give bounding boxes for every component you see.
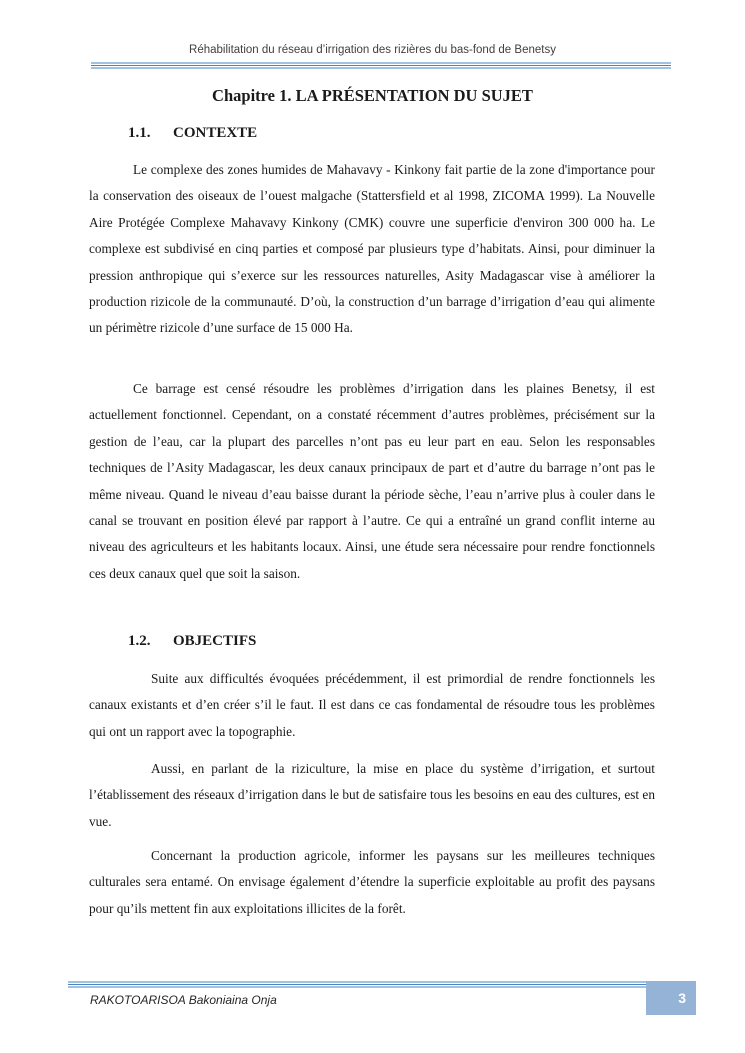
paragraph: Le complexe des zones humides de Mahavavy - Kinkony fait partie de la zone d'importance pour la conservation des oiseaux de l’ouest malgache (Stattersfield et al 1998, ZICOMA 1999). La Nouvelle Aire Protégée Complexe Mahavavy Kinkony (CMK) couvre une superficie d'environ 300 000 ha. Le complexe est subdivisé en cinq parties et composé par plusieurs type d’habitats. Ainsi, pour diminuer la pression anthropique qui s’exerce sur les ressources naturelles, Asity Madagascar vise à améliorer la production rizicole de la communauté. D’où, la construction d’un barrage d’irrigation d’eau qui alimente un périmètre rizicole d’une surface de 15 000 Ha. xyxy=(89,162,655,336)
section-number: 1.1. xyxy=(128,125,151,141)
footer-rule-bottom xyxy=(68,986,648,988)
header-rule-center xyxy=(91,65,671,66)
footer-rule xyxy=(68,981,648,983)
page-number-badge: 3 xyxy=(646,981,696,1015)
header-rule xyxy=(91,62,671,64)
header-rule-bottom xyxy=(91,67,671,69)
section-title: OBJECTIFS xyxy=(173,633,257,649)
paragraph: Ce barrage est censé résoudre les problèmes d’irrigation dans les plaines Benetsy, il est actuellement fonctionnel. Cependant, on a constaté récemment d’autres problèmes, précisément sur la gestion de l’eau, car la plupart des parcelles n’ont pas eu leur part en eau. Selon les responsables techniques de l’Asity Madagascar, les deux canaux principaux de part et d’autre du barrage n’ont pas le même niveau. Quand le niveau d’eau baisse durant la période sèche, l’eau n’arrive plus à couler dans le canal se trouvant en position élevé par rapport à l’autre. Ce qui a entraîné un grand conflit interne au niveau des agriculteurs et les habitants locaux. Ainsi, une étude sera nécessaire pour rendre fonctionnels ces deux canaux quel que soit la saison. xyxy=(89,381,655,581)
paragraph: Aussi, en parlant de la riziculture, la mise en place du système d’irrigation, et surtout l’établissement des réseaux d’irrigation dans le but de satisfaire tous les besoins en eau des cultures, est en vue. xyxy=(89,761,655,829)
footer-rule-center xyxy=(68,984,648,985)
running-header: Réhabilitation du réseau d’irrigation des rizières du bas-fond de Benetsy xyxy=(189,44,556,56)
paragraph: Suite aux difficultés évoquées précédemment, il est primordial de rendre fonctionnels les canaux existants et d’en créer s’il le faut. Il est dans ce cas fondamental de résoudre tous les problèmes qui ont un rapport avec la topographie. xyxy=(89,671,655,739)
section-heading-contexte xyxy=(128,125,257,142)
chapter-title: Chapitre 1. LA PRÉSENTATION DU SUJET xyxy=(212,86,533,105)
section-number: 1.2. xyxy=(128,633,151,649)
section-heading-objectifs xyxy=(128,633,256,650)
paragraph: Concernant la production agricole, informer les paysans sur les meilleures techniques culturales sera entamé. On envisage également d’étendre la superficie exploitable au profit des paysans pour qu’ils mettent fin aux exploitations illicites de la forêt. xyxy=(89,848,655,916)
footer-author: RAKOTOARISOA Bakoniaina Onja xyxy=(90,993,277,1007)
section-title: CONTEXTE xyxy=(173,125,258,141)
